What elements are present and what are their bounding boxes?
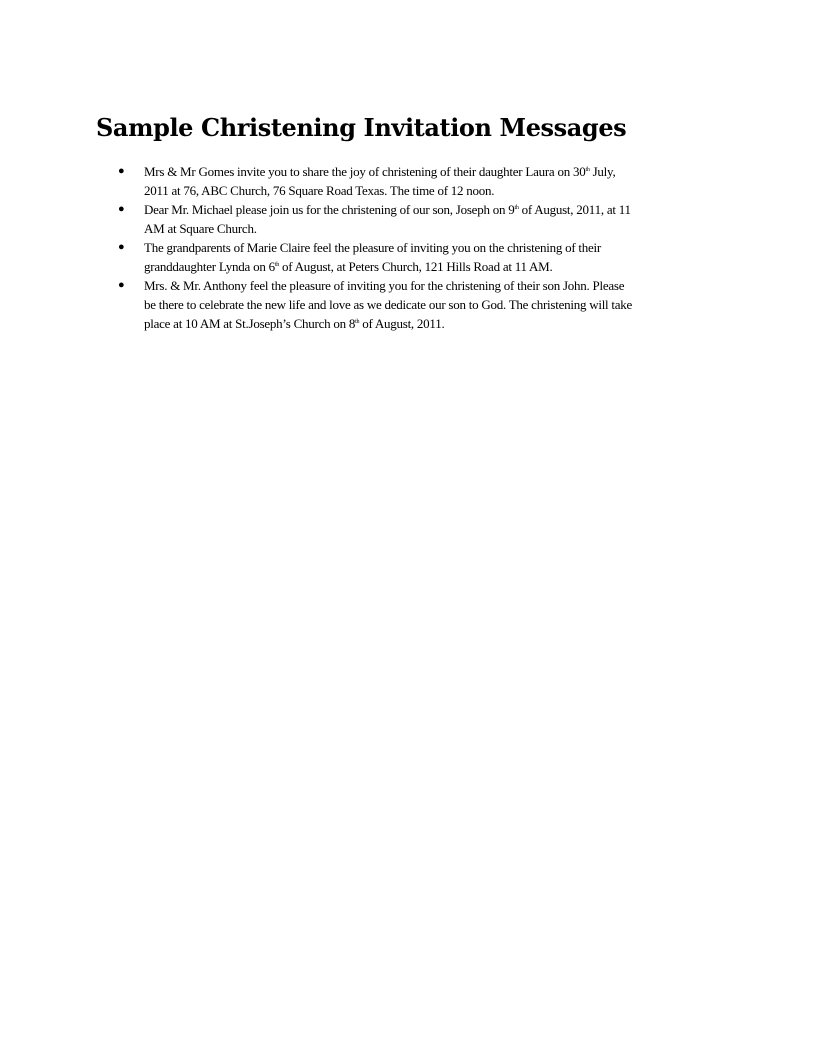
list-item xyxy=(96,276,736,333)
text-run: be there to celebrate the new life and love as we dedicate our son to God. The christening will take xyxy=(144,297,633,312)
text-run: July, xyxy=(589,164,616,179)
ordinal-superscript: th xyxy=(274,262,279,268)
list-item xyxy=(96,200,736,238)
text-run: of August, 2011, at 11 xyxy=(518,202,631,217)
list-item xyxy=(96,162,736,200)
text-run: 2011 at 76, ABC Church, 76 Square Road Texas. The time of 12 noon. xyxy=(144,183,495,198)
text-run: AM at Square Church. xyxy=(144,221,257,236)
text-run: of August, at Peters Church, 121 Hills Road at 11 AM. xyxy=(279,259,553,274)
list-item xyxy=(96,238,736,276)
text-run: Mrs. & Mr. Anthony feel the pleasure of inviting you for the christening of their son John. Please xyxy=(144,278,625,293)
bullet-icon: ● xyxy=(118,165,125,177)
text-line xyxy=(144,238,736,257)
text-line xyxy=(144,200,736,219)
text-line xyxy=(144,181,736,200)
ordinal-superscript: th xyxy=(514,205,519,211)
text-line xyxy=(144,276,736,295)
ordinal-superscript: th xyxy=(355,319,360,325)
text-line xyxy=(144,257,736,276)
ordinal-superscript: th xyxy=(585,167,590,173)
text-run: place at 10 AM at St.Joseph’s Church on 8 xyxy=(144,316,356,331)
page-title: Sample Christening Invitation Messages xyxy=(96,113,627,142)
text-run: Mrs & Mr Gomes invite you to share the joy of christening of their daughter Laura on 30 xyxy=(144,164,586,179)
invitation-message-list xyxy=(96,162,736,333)
text-run: of August, 2011. xyxy=(359,316,445,331)
text-run: granddaughter Lynda on 6 xyxy=(144,259,275,274)
text-run: The grandparents of Marie Claire feel the pleasure of inviting you on the christening of their xyxy=(144,240,601,255)
text-line xyxy=(144,162,736,181)
bullet-icon: ● xyxy=(118,279,125,291)
bullet-icon: ● xyxy=(118,241,125,253)
bullet-icon: ● xyxy=(118,203,125,215)
text-line xyxy=(144,314,736,333)
text-run: Dear Mr. Michael please join us for the christening of our son, Joseph on 9 xyxy=(144,202,515,217)
text-line xyxy=(144,219,736,238)
text-line xyxy=(144,295,736,314)
